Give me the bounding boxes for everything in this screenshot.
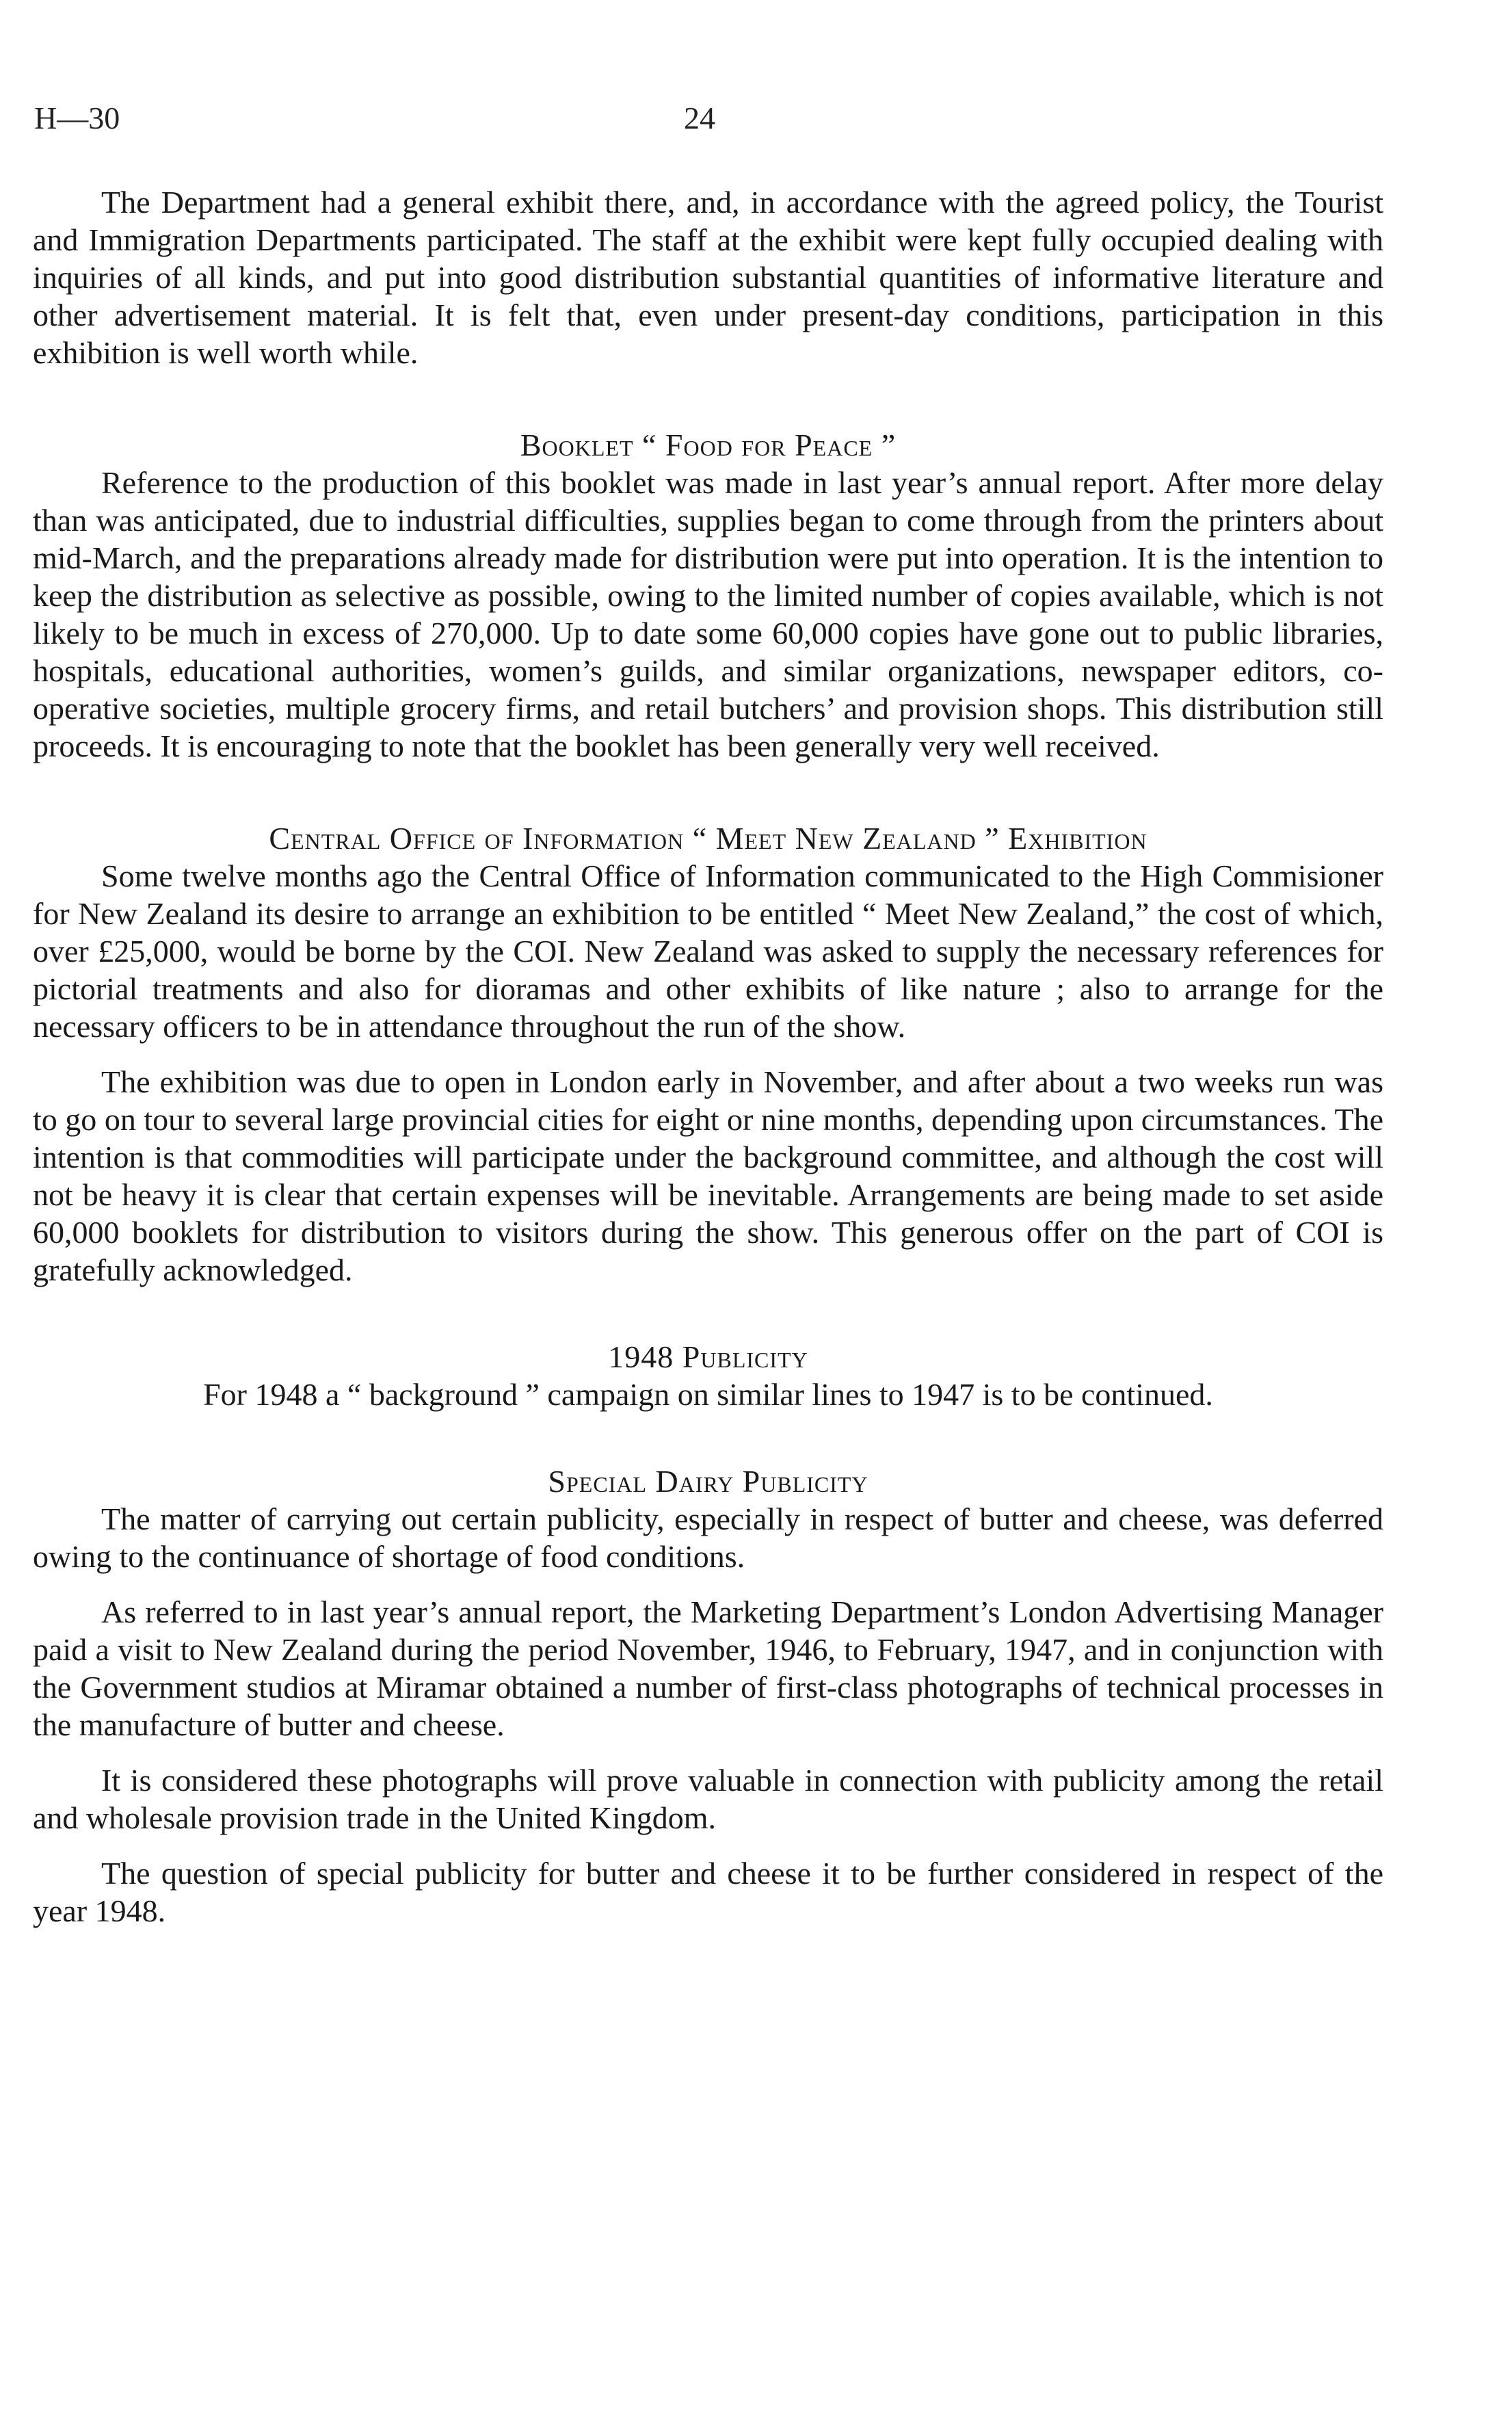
publicity-1948-line: For 1948 a “ background ” campaign on similar lines to 1947 is to be continued. — [203, 1377, 1213, 1412]
coi-paragraph-1: Some twelve months ago the Central Office of Information communicated to the High Commisioner for New Zealand its desire to arrange an exhibition to be entitled “ Meet New Zealand,” the cost of which, over £25,000, would be borne by the COI. New Zealand was asked to supply the necessary references for pictorial treatments and also for dioramas and other exhibits of like nature ; also to arrange for the necessary officers to be in attendance throughout the run of the show. — [33, 858, 1383, 1044]
dairy-paragraph-2: As referred to in last year’s annual report, the Marketing Department’s London Advertising Manager paid a visit to New Zealand during the period November, 1946, to February, 1947, and in conjunction with the Government studios at Miramar obtained a number of first-class photographs of technical processes in the manufacture of butter and cheese. — [33, 1594, 1383, 1742]
page-number: 24 — [684, 101, 715, 135]
dairy-paragraph-1: The matter of carrying out certain publicity, especially in respect of butter and cheese, was deferred owing to the continuance of shortage of food conditions. — [33, 1501, 1383, 1574]
section-heading-1948-publicity: 1948 Publicity — [608, 1339, 808, 1374]
dairy-paragraph-4: The question of special publicity for butter and cheese it to be further considered in respect of the year 1948. — [33, 1856, 1383, 1928]
section-heading-dairy-publicity: Special Dairy Publicity — [548, 1464, 868, 1499]
intro-paragraph: The Department had a general exhibit there, and, in accordance with the agreed policy, the Tourist and Immigration Departments participated. The staff at the exhibit were kept fully occupied dealing with inquiries of all kinds, and put into good distribution substantial quantities of informative literature and other advertisement material. It is felt that, even under present-day conditions, participation in this exhibition is well worth while. — [33, 185, 1383, 370]
booklet-paragraph: Reference to the production of this booklet was made in last year’s annual report. After more delay than was anticipated, due to industrial difficulties, supplies began to come through from the printers about mid-March, and the preparations already made for distribution were put into operation. It is the intention to keep the distribution as selective as possible, owing to the limited number of copies available, which is not likely to be much in excess of 270,000. Up to date some 60,000 copies have gone out to public libraries, hospitals, educational authorities, women’s guilds, and similar organizations, newspaper editors, co-operative societies, multiple grocery firms, and retail butchers’ and provision shops. This distribution still proceeds. It is encouraging to note that the booklet has been generally very well received. — [33, 465, 1383, 763]
body-text — [33, 183, 1383, 1930]
section-heading-booklet: Booklet “ Food for Peace ” — [520, 428, 897, 462]
document-id: H—30 — [34, 101, 120, 135]
coi-paragraph-2: The exhibition was due to open in London early in November, and after about a two weeks run was to go on tour to several large provincial cities for eight or nine months, depending upon circumstances. The intention is that commodities will participate under the background committee, and although the cost will not be heavy it is clear that certain expenses will be inevitable. Arrangements are being made to set aside 60,000 booklets for distribution to visitors during the show. This generous offer on the part of COI is gratefully acknowledged. — [33, 1064, 1383, 1287]
dairy-paragraph-3: It is considered these photographs will prove valuable in connection with publicity among the retail and wholesale provision trade in the United Kingdom. — [33, 1763, 1383, 1835]
section-heading-coi-exhibition: Central Office of Information “ Meet New Zealand ” Exhibition — [269, 821, 1148, 856]
